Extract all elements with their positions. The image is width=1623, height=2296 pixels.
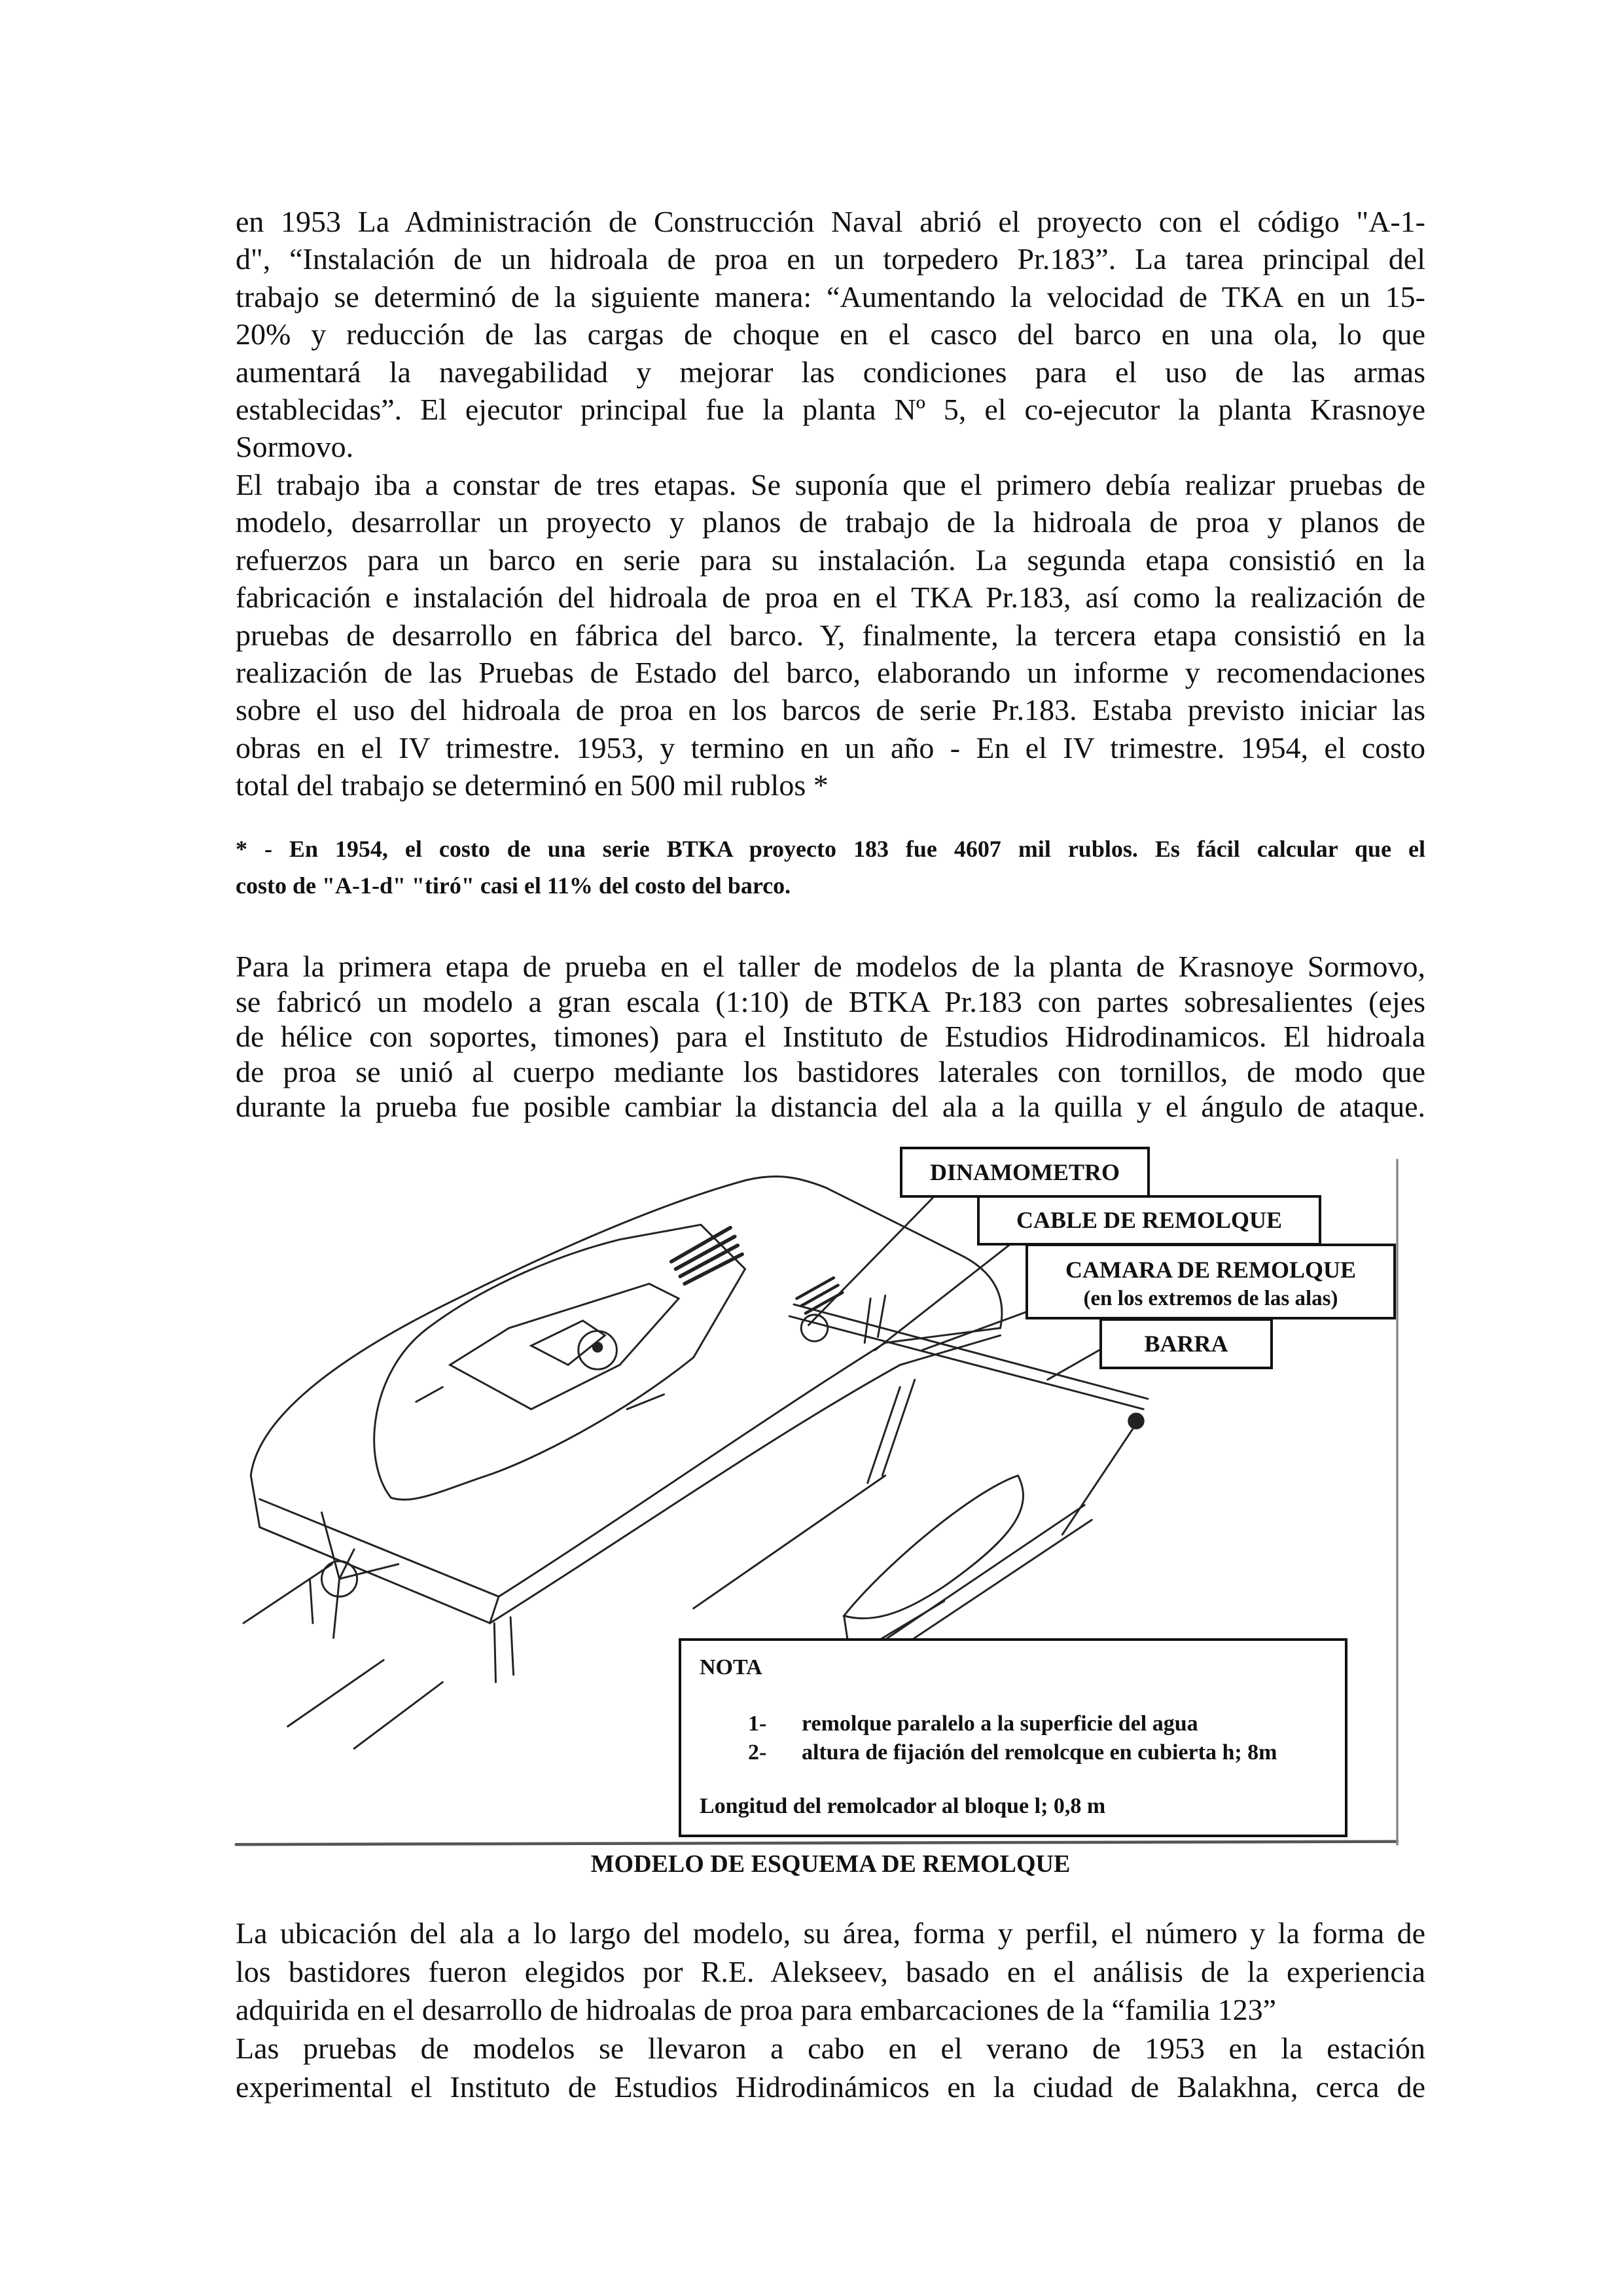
text-line: experimental el Instituto de Estudios Hidrodinámicos en la ciudad de Balakhna, cerca de bbox=[236, 2070, 1425, 2104]
label-text: CABLE DE REMOLQUE bbox=[1016, 1207, 1283, 1233]
label-barra bbox=[1099, 1318, 1273, 1369]
nota-item-number: 2- bbox=[748, 1740, 767, 1765]
nota-item-text: remolque paralelo a la superficie del agua bbox=[802, 1712, 1198, 1736]
label-text: DINAMOMETRO bbox=[930, 1159, 1120, 1185]
text-line: Para la primera etapa de prueba en el taller de modelos de la planta de Krasnoye Sormovo, bbox=[236, 950, 1425, 983]
paragraph-tests bbox=[236, 2030, 1425, 2106]
label-text: BARRA bbox=[1144, 1331, 1228, 1357]
text-line: fabricación e instalación del hidroala de proa en el TKA Pr.183, así como la realización de bbox=[236, 581, 1425, 615]
text-line: de hélice con soportes, timones) para el Instituto de Estudios Hidrodinamicos. El hidroala bbox=[236, 1020, 1425, 1054]
nota-box bbox=[679, 1638, 1347, 1837]
text-line: durante la prueba fue posible cambiar la distancia del ala a la quilla y el ángulo de ataque. bbox=[236, 1090, 1425, 1124]
label-subtext: (en los extremos de las alas) bbox=[1083, 1287, 1338, 1310]
text-line: trabajo se determinó de la siguiente manera: “Aumentando la velocidad de TKA en un 15- bbox=[236, 279, 1425, 314]
text-line: d", “Instalación de un hidroala de proa en un torpedero Pr.183”. La tarea principal del bbox=[236, 242, 1425, 276]
text-line: establecidas”. El ejecutor principal fue la planta Nº 5, el co-ejecutor la planta Krasnoye bbox=[236, 392, 1425, 426]
figure-caption: MODELO DE ESQUEMA DE REMOLQUE bbox=[590, 1850, 1071, 1878]
nota-item bbox=[748, 1712, 1198, 1736]
text-line: 20% y reducción de las cargas de choque en el casco del barco en una ola, lo que bbox=[236, 317, 1425, 351]
text-line: obras en el IV trimestre. 1953, y termino en un año - En el IV trimestre. 1954, el costo bbox=[236, 730, 1425, 764]
label-camara-de-remolque bbox=[1026, 1244, 1396, 1319]
text-line: refuerzos para un barco en serie para su instalación. La segunda etapa consistió en la bbox=[236, 543, 1425, 577]
text-line: modelo, desarrollar un proyecto y planos de trabajo de la hidroala de proa y planos de bbox=[236, 505, 1425, 539]
text-line: sobre el uso del hidroala de proa en los barcos de serie Pr.183. Estaba previsto iniciar las bbox=[236, 693, 1425, 727]
text-line: aumentará la navegabilidad y mejorar las condiciones para el uso de las armas bbox=[236, 355, 1425, 389]
nota-item-number: 1- bbox=[748, 1712, 767, 1736]
text-line: Sormovo. bbox=[236, 430, 354, 464]
text-line: total del trabajo se determinó en 500 mil rublos * bbox=[236, 768, 829, 802]
footnote-line: * - En 1954, el costo de una serie BTKA proyecto 183 fue 4607 mil rublos. Es fácil calcular que el bbox=[236, 836, 1425, 862]
text-line: Las pruebas de modelos se llevaron a cabo en el verano de 1953 en la estación bbox=[236, 2032, 1425, 2065]
nota-item bbox=[748, 1740, 1277, 1765]
paragraph-wing-location bbox=[236, 1914, 1425, 2030]
text-line: pruebas de desarrollo en fábrica del barco. Y, finalmente, la tercera etapa consistió en la bbox=[236, 618, 1425, 652]
footnote-line: costo de "A-1-d" "tiró" casi el 11% del costo del barco. bbox=[236, 872, 791, 899]
label-cable-de-remolque bbox=[977, 1195, 1321, 1246]
text-line: realización de las Pruebas de Estado del barco, elaborando un informe y recomendaciones bbox=[236, 655, 1425, 689]
text-line: se fabricó un modelo a gran escala (1:10) de BTKA Pr.183 con partes sobresalientes (ejes bbox=[236, 984, 1425, 1018]
text-line: El trabajo iba a constar de tres etapas. Se suponía que el primero debía realizar pruebas de bbox=[236, 468, 1425, 501]
text-line: adquirida en el desarrollo de hidroalas de proa para embarcaciones de la “familia 123” bbox=[236, 1993, 1277, 2027]
text-line: de proa se unió al cuerpo mediante los bastidores laterales con tornillos, de modo que bbox=[236, 1054, 1425, 1088]
nota-length: Longitud del remolcador al bloque l; 0,8 m bbox=[700, 1794, 1106, 1818]
text-line: La ubicación del ala a lo largo del modelo, su área, forma y perfil, el número y la forma de bbox=[236, 1916, 1425, 1950]
label-dinamometro bbox=[900, 1147, 1150, 1198]
text-line: en 1953 La Administración de Construcción Naval abrió el proyecto con el código "A-1- bbox=[236, 205, 1425, 238]
nota-title: NOTA bbox=[700, 1655, 762, 1679]
nota-item-text: altura de fijación del remolcque en cubierta h; 8m bbox=[802, 1740, 1277, 1765]
label-text: CAMARA DE REMOLQUE bbox=[1065, 1257, 1356, 1283]
text-line: los bastidores fueron elegidos por R.E. Alekseev, basado en el análisis de la experiencia bbox=[236, 1954, 1425, 1988]
